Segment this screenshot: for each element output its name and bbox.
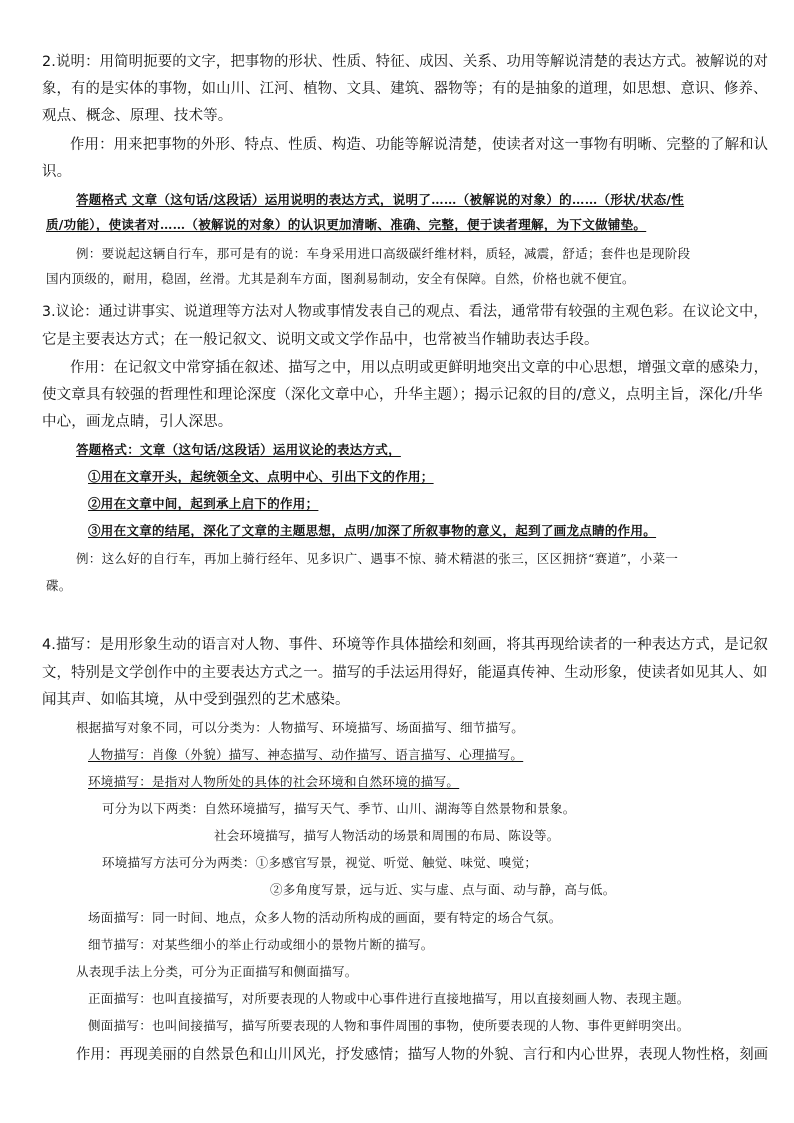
sec4-env-method-1: 环境描写方法可分为两类：①多感官写景，视觉、听觉、触觉、味觉、嗅觉； bbox=[102, 855, 538, 870]
sec4-line-1: 4.描写：是用形象生动的语言对人物、事件、环境等作具体描绘和刻画，将其再现给读者的一种表达方式，是记叙 bbox=[42, 637, 768, 653]
sec3-line-1: 3.议论：通过讲事实、说道理等方法对人物或事情发表自己的观点、看法，通常带有较强的主观色彩。在议论文中， bbox=[42, 304, 768, 320]
sec2-effect-line-2: 识。 bbox=[42, 164, 72, 180]
sec4-scene-desc: 场面描写：同一时间、地点，众多人物的活动所构成的画面，要有特定的场合气氛。 bbox=[88, 910, 562, 925]
sec3-effect-line-2: 使文章具有较强的哲理性和理论深度（深化文章中心，升华主题）；揭示记叙的目的/意义，点明主旨，深化/升华 bbox=[42, 387, 763, 403]
sec4-detail-desc: 细节描写：对某些细小的举止行动或细小的景物片断的描写。 bbox=[88, 937, 434, 952]
sec3-format-item-3: ③用在文章的结尾，深化了文章的主题思想，点明/加深了所叙事物的意义，起到了画龙点睛的作用。 bbox=[88, 523, 657, 538]
sec4-social-env: 社会环境描写，描写人物活动的场景和周围的布局、陈设等。 bbox=[214, 828, 560, 843]
sec4-natural-env: 可分为以下两类：自然环境描写，描写天气、季节、山川、湖海等自然景物和景象。 bbox=[102, 801, 576, 816]
sec3-effect-line-3: 中心，画龙点睛，引人深思。 bbox=[42, 414, 233, 430]
sec3-format-title: 答题格式：文章（这句话/这段话）运用议论的表达方式， bbox=[76, 442, 401, 457]
sec2-example-line-1: 例：要说起这辆自行车，那可是有的说：车身采用进口高级碳纤维材料，质轻，减震，舒适；套件也是现阶段 bbox=[76, 246, 691, 261]
sec3-effect-line-1: 作用：在记叙文中常穿插在叙述、描写之中，用以点明或更鲜明地突出文章的中心思想，增强文章的感染力， bbox=[70, 360, 769, 376]
sec4-direct-desc: 正面描写：也叫直接描写，对所要表现的人物或中心事件进行直接地描写，用以直接刻画人物、表现主题。 bbox=[88, 991, 690, 1006]
sec2-effect-line-1: 作用：用来把事物的外形、特点、性质、构造、功能等解说清楚，使读者对这一事物有明晰、完整的了解和认 bbox=[70, 137, 769, 153]
sec2-line-2: 象，有的是实体的事物，如山川、江河、植物、文具、建筑、器物等；有的是抽象的道理，如思想、意识、修养、 bbox=[42, 81, 768, 97]
sec4-line-3: 闻其声、如临其境，从中受到强烈的艺术感染。 bbox=[42, 692, 350, 708]
sec4-indirect-desc: 侧面描写：也叫间接描写，描写所要表现的人物和事件周围的事物，使所要表现的人物、事件更鲜明突出。 bbox=[88, 1018, 690, 1033]
sec2-format-line-1: 答题格式 文章（这句话/这段话）运用说明的表达方式，说明了……（被解说的对象）的……（形状/状态/性 bbox=[76, 192, 685, 207]
sec2-example-line-2: 国内顶级的，耐用，稳固，丝滑。尤其是刹车方面，图刹易制动，安全有保障。自然，价格也就不便宜。 bbox=[46, 271, 635, 286]
sec3-format-item-1: ①用在文章开头，起统领全文、点明中心、引出下文的作用； bbox=[88, 469, 434, 484]
sec2-format-line-2: 质/功能），使读者对……（被解说的对象）的认识更加清晰、准确、完整，便于读者理解，为下文做铺垫。 bbox=[46, 217, 647, 232]
sec4-environment-desc: 环境描写：是指对人物所处的具体的社会环境和自然环境的描写。 bbox=[88, 774, 460, 789]
sec3-example-line-1: 例：这么好的自行车，再加上骑行经年、见多识广、遇事不惊、骑术精湛的张三，区区拥挤“赛道”，小菜一 bbox=[76, 551, 679, 566]
sec4-line-2: 文，特别是文学创作中的主要表达方式之一。描写的手法运用得好，能逼真传神、生动形象，使读者如见其人、如 bbox=[42, 665, 768, 681]
sec3-format-item-2: ②用在文章中间，起到承上启下的作用； bbox=[88, 496, 319, 511]
sec4-classify-line: 根据描写对象不同，可以分类为：人物描写、环境描写、场面描写、细节描写。 bbox=[76, 720, 525, 735]
sec4-character-desc: 人物描写：肖像（外貌）描写、神态描写、动作描写、语言描写、心理描写。 bbox=[88, 747, 524, 762]
sec2-line-1: 2.说明：用简明扼要的文字，把事物的形状、性质、特征、成因、关系、功用等解说清楚的表达方式。被解说的对 bbox=[42, 54, 768, 70]
sec2-line-3: 观点、概念、原理、技术等。 bbox=[42, 108, 233, 124]
sec4-technique-line: 从表现手法上分类，可分为正面描写和侧面描写。 bbox=[76, 964, 358, 979]
sec3-line-2: 它是主要表达方式；在一般记叙文、说明文或文学作品中，也常被当作辅助表达手段。 bbox=[42, 332, 599, 348]
sec3-example-line-2: 碟。 bbox=[46, 578, 72, 593]
sec4-env-method-2: ②多角度写景，远与近、实与虚、点与面、动与静，高与低。 bbox=[270, 882, 616, 897]
sec4-effect-line: 作用：再现美丽的自然景色和山川风光，抒发感情；描写人物的外貌、言行和内心世界，表现人物性格，刻画 bbox=[76, 1047, 769, 1063]
